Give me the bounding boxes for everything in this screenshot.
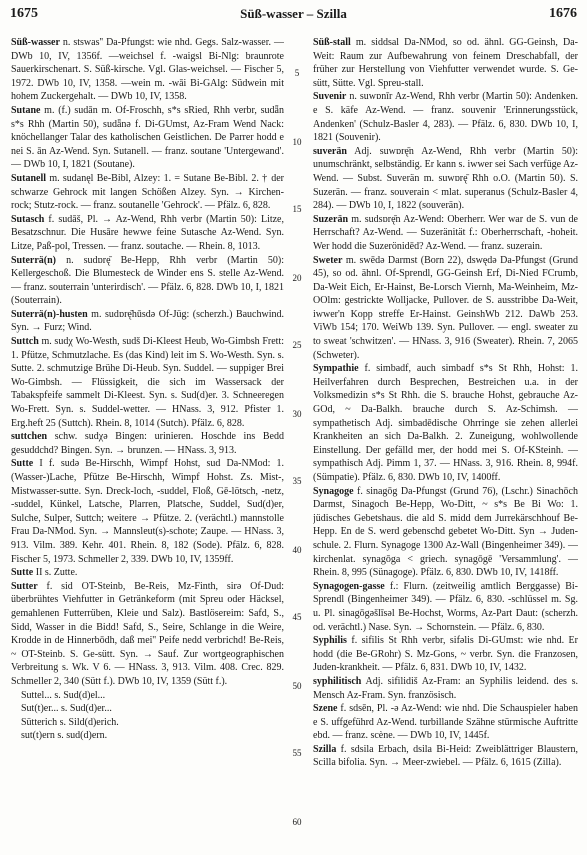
dictionary-entry	[313, 213, 578, 254]
headword: Süß-stall	[313, 37, 351, 48]
entry-text: f. sudāš, Pl. → Az-Wend, Rhh verbr (Martin 50): Litze, Besatzschnur. Die Husāre hewwe feine Sutasche Az-Wend. Syn. Litze, Paß-pol, Tressen. — franz. soutache. — Rhein. 8, 1013.	[11, 213, 284, 252]
headword: Sutte	[11, 458, 34, 470]
headword: Sutte	[11, 567, 34, 579]
line-number: 40	[292, 545, 302, 555]
entry-text: schw. sudχə Bingen: urinieren. Hoschde ins Bedd gesuddchd? Bingen. Syn. → brunzen. — HNass. 3, 913.	[11, 431, 284, 456]
entry-text: I f. sudə Be-Hirschh, Wimpf Hohst, sud Da-NMod: 1. (Wasser-)Lache, Pfütze Be-Hirschh, Wimpf Hohst. Zs. Mist-, Mistwasser-sutte. Syn. Dreck-loch, -suddel, Floß, Gē-lötsch, -netz, -suddel, Künkel, Latsche, Plarren, Platsche, Suddel, Sud(d)er, Sulche, Sulper, Suttch; weitere → Pfütze. 2. (verächtl.) mannstolle Frau Da-NMod. Syn. → Mannsleut(s)-schote; Zaupe. — HNass. 3, 913. Vilm. 389. Kehr. 401. Rhein. 8, 182 (Sode). Pfälz. 6, 828. Fischer 5, 1973. Schmeller 2, 339. DWb 10, IV, 1359ff.	[11, 458, 284, 565]
headword: Sympathie	[313, 363, 359, 375]
line-number: 35	[292, 476, 302, 486]
page-header	[10, 6, 577, 26]
headword: Suzerän	[313, 213, 348, 225]
dictionary-entry	[313, 743, 578, 770]
dictionary-entry	[313, 580, 578, 634]
line-number: 10	[292, 137, 302, 147]
line-number: 50	[292, 681, 302, 691]
entry-text: m. siddsal Da-NMod, so od. ähnl. GG-Geinsh, Da-Weit: Raum zur Aufbewahrung von feinem Dreschabfall, der früher zur Herstellung von Viehfutter verwendet wurde. S. Ge-sütt, Sütte. Vgl. Spreu-stall.	[313, 37, 578, 89]
dictionary-entry	[11, 702, 284, 716]
entry-text: Adj. sifilidiš Az-Fram: an Syphilis leidend. des s. Mensch Az-Fram. Syn. französisch.	[313, 675, 578, 701]
page-number-left: 1675	[10, 6, 38, 21]
dictionary-entry	[11, 254, 284, 308]
entry-text: n. suwɒnīr Az-Wend, Rhh verbr (Martin 50): Andenken. e S. käfe Az-Wend. — franz. souvenir 'Erinnerungsstück, Andenken' (Schulz-Basler 4, 283). — Pfälz. 6, 830. DWb 10, I, 1821 (Souvenir).	[313, 91, 578, 144]
running-head: Süß-wasser – Szilla	[240, 6, 347, 21]
dictionary-entry	[11, 430, 284, 457]
dictionary-entry	[313, 485, 578, 580]
entry-text: f. simbadf, auch simbadf s*s St Rhh, Hohst: 1. Heilverfahren durch Besprechen, Bestreichen u.a. in der Volksmedizin s*s St Rhh. die S. brauche Hohst, gebrauche Az-GOd, ~ Da-Balkh. brauche durch S. Az-Schimsh. — sympathetisch Adj. simbadēdische Ohrringe sie zehen allerlei Krankheiten an sich Da-Balkh. 2. Zuneigung, wohlwollende Einstellung. Der gefälld mer, der hodd mei S. Of-KSteinh. — sympathisch Adj. Pimm 1, 37. — HNass. 3, 916. Rhein. 8, 994f. (Sümpatie). Pfälz. 6, 830. DWb 10, IV, 1400ff.	[313, 363, 578, 483]
headword: Sutter	[11, 580, 38, 592]
headword: Süß-wasser	[11, 37, 60, 48]
dictionary-entry	[313, 145, 578, 213]
entry-text: Adj. suwɒrę̄n Az-Wend, Rhh verbr (Martin 50): unumschränkt, selbständig. Er kann s. iwwer sei Sach verfüge Az-Wend. — Subst. Suverän m. suwɒrę̄ Rhh o.O. (Martin 50). S. Suzerän. — franz. souverain < mlat. superanus (Schulz-Basler 4, 284). — DWb 10, I, 1822 (souverän).	[313, 145, 578, 212]
dictionary-entry	[11, 335, 284, 430]
page-number-right: 1676	[549, 6, 577, 21]
dictionary-entry	[11, 104, 284, 172]
entry-text: m. sudsɒrę̄n Az-Wend: Oberherr. Wer war de S. vun de Herrschaft? Az-Wend. — Suzeränität f.: Oberherrschaft, -hoheit. Wer hodd die Suzerönidēd? Az-Wend. — franz. suzerain.	[313, 213, 578, 252]
dictionary-entry	[313, 254, 578, 363]
entry-text: sut(t)ern s. sud(d)ern.	[21, 730, 108, 742]
right-column	[313, 36, 578, 848]
entry-text: f. sdsēn, Pl. -ə Az-Wend: wie nhd. Die Schauspieler haben e S. uffgeführd Az-Wend. turbillande Szähne stürmische Auftritte ebd. — franz. scène. — DWb 10, IV, 1445f.	[313, 703, 578, 742]
left-column	[11, 36, 284, 848]
entry-text: n. stswas'' Da-Pfungst: wie nhd. Gegs. Salz-wasser. — DWb 10, IV, 1356f. —weichsel f. -waigsl Bi-Nlg: braunrote Sauerkirschenart. S. Süß-kirsche. Vgl. Glas-weichsel. — Fischer 5, 1972. DWb 10, IV, 1358. —wein m. -wāi Bi-GAlg: Südwein mit hohem Zuckergehalt. — DWb 10, IV, 1358.	[11, 37, 284, 103]
entry-text: Suttel... s. Sud(d)el...	[21, 689, 106, 701]
entry-text: f. sid OT-Steinb, Be-Reis, Mz-Finth, sirə Of-Dud: überbrühtes Viehfutter in Getränkeform (mit Spreu oder Häcksel, gemahlenen Futterrüben, Kleie und Salz). Bastlösereim: Safd, S., Sidd, Wasser in die Bidd! Safd, S., Seire, Schlange in die Weire, Krodde in de Hinnerbōdh, daß mei'' Peife nedd verbrichd! Be-Reis, ~ OT-Steinb. S. Ge-sütt. Syn. → Sauf. Zur wortgeographischen Verbreitung s. Wk. V 6. — HNass. 3, 913. Vilm. 408. Crec. 829. Schmeller 2, 340 (Sütt f.). DWb 10, IV, 1359 (Sütt f.).	[11, 580, 284, 687]
line-number: 25	[292, 340, 302, 350]
line-numbers	[286, 36, 308, 848]
headword: Sweter	[313, 254, 343, 266]
line-number: 15	[292, 204, 302, 214]
headword: Suterrä(n)-husten	[11, 308, 88, 320]
dictionary-entry	[11, 729, 284, 743]
dictionary-entry	[313, 36, 578, 90]
entry-text: m. swēdə Darmst (Born 22), dswędə Da-Pfungst (Grund 45), so od. ähnl. Of-Sprendl, GG-Geinsh Erf, Di-Nied FCrumb, Da-Weit Eich, Er-Hainst, Be-Lorsch Viernh, Ma-Weinheim, Mz-OOlm: gestrickte Wolljacke, Pullover. de S. ausstribbe Da-Weit, iwwer'n Kopp streffe Er-Hainst. GeinshWb 212. DaWb 253. ViWb 154; 170. WeiWb 139. Syn. Pullover. — engl. sweater zu to sweat 'schwitzen'. — HNass. 3, 916 (Sweater). Rhein. 7, 2065 (Schweter).	[313, 254, 578, 361]
entry-text: f. sifilis St Rhh verbr, sifəlis Di-GUmst: wie nhd. Er hodd (die Be-GRohr) S. Mz-Gons, ~ verbr. Syn. die Franzosen, Juden-krankheit. — Pfälz. 6, 831. DWb 10, IV, 1432.	[313, 635, 578, 674]
headword: Sutasch	[11, 213, 45, 225]
entry-text: f.: Flurn. (zeitweilig amtlich Berggasse) Bi-Sprendl (Bingenheimer 349). — Pfälz. 6, 830. -schlüssel m. Sg. u. Pl. sinagōgəšlīsəl Be-Hochst, Worms, Az-Part Daut: (scherzh. od. verächtl.) Nase. Syn. → Schornstein. — Pfälz. 6, 830.	[313, 580, 578, 633]
headword: Suttch	[11, 336, 39, 348]
dictionary-entry	[11, 689, 284, 703]
headword: Sutane	[11, 104, 41, 116]
dictionary-entry	[11, 457, 284, 566]
entry-text: m. sudɒrę̄hūsdə Of-Jüg: (scherzh.) Bauchwind. Syn. → Furz; Wind.	[11, 308, 284, 334]
line-number: 30	[292, 409, 302, 419]
dictionary-entry	[11, 213, 284, 254]
entry-text: m. sudχ Wo-Westh, sudš Di-Kleest Heub, Wo-Gimbsh Frett: 1. Pfütze, Schmutzlache. Es (das Kind) leit im S. Wo-Westh. Syn. s. Sutte. 2. schmutzige Brühe Di-Heub. Syn. Suddel. — suppiger Brei Wo-Gimbsh. — Flüssigkeit, die sich im Wassersack der Tabakspfeife sammelt Di-Kleest. Syn. s. Sud(d)er. 3. Schneeregen Wo-Frett. Syn. s. Suddel-wetter. — HNass. 3, 912. Pfister 1. Erg.heft 25 (Suttch). Rhein. 8, 1014 (Sutch). Pfälz. 6, 828.	[11, 336, 284, 429]
dictionary-entry	[11, 716, 284, 730]
entry-text: f. sinagōg Da-Pfungst (Grund 76), (Lschr.) Sinachōch Darmst, Sinagoch Be-Hepp, Wo-Ditt, ~ s*s Be Bi Wo: 1. jüdisches Gebetshaus. die ald S. midd dem Jurrekärschhouf Be-Hepp. En de S. werd gebenschd gebetet Wo-Ditt. Syn → Juden-schule. 2. Flurn. Synagoge 1300 Az-Wall (Bingenheimer 349). — kirchenlat. synagōga < griech. synagōgē 'Versammlung'. — Rhein. 8, 995 (Sünagoge). Pfälz. 6, 830. DWb 10, IV, 1418ff.	[313, 485, 578, 579]
headword: Synagogen-gasse	[313, 580, 385, 592]
headword: Synagoge	[313, 485, 354, 497]
dictionary-entry	[11, 172, 284, 213]
entry-text: m. sudanęl Be-Bibl, Alzey: 1. = Sutane Be-Bibl. 2. † der schwarze Gehrock mit langen Schößen Alzey. Syn. → Kirchen-rock; Stutz-rock. — franz. soutanelle 'Gehrock'. — Pfälz. 6, 828.	[11, 172, 284, 212]
entry-text: f. sdsila Erbach, dsila Bi-Heid: Zweiblättriger Blaustern, Scilla bifolia. Syn. → Meer-zwiebel. — Pfälz. 6, 1615 (Zilla).	[313, 743, 578, 769]
entry-text: Sütterich s. Sild(d)erich.	[21, 716, 119, 728]
headword: Suterrä(n)	[11, 254, 56, 266]
dictionary-entry	[313, 362, 578, 484]
dictionary-entry	[11, 580, 284, 689]
dictionary-entry	[11, 308, 284, 335]
headword: Szene	[313, 703, 338, 715]
entry-text: II s. Zutte.	[33, 567, 78, 579]
dictionary-entry	[313, 702, 578, 743]
headword: suttchen	[11, 431, 48, 443]
line-number: 20	[292, 273, 302, 283]
entry-text: Sut(t)er... s. Sud(d)er...	[21, 703, 112, 715]
line-number: 55	[292, 748, 302, 758]
dictionary-entry	[313, 675, 578, 702]
entry-text: m. (f.) sudān m. Of-Froschh, s*s sRied, Rhh verbr, sudǟn s*s Rhh (Martin 50), sudǟnə f. Di-GUmst, Az-Fram Wend Nack: knöchellanger Talar des katholischen Geistlichen. De Parrer hodd e nei S. ān Az-Wend. Syn. Sutanell. — franz. soutane 'Untergewand'. — DWb 10, I, 1821 (Soutane).	[11, 104, 284, 171]
dictionary-entry	[11, 566, 284, 580]
headword: Sutanell	[11, 172, 47, 184]
entry-text: n. sudɒrę̄ Be-Hepp, Rhh verbr (Martin 50): Kellergeschoß. Die Blumesteck de Winder ens S. stelle Az-Wend. — franz. souterrain 'unterirdisch'. — Pfälz. 6, 828. DWb 10, I, 1821 (Souterrain).	[11, 254, 284, 307]
headword: suverän	[313, 145, 347, 157]
headword: syphilitisch	[313, 675, 362, 687]
line-number: 5	[294, 68, 300, 78]
headword: Suvenir	[313, 91, 347, 103]
dictionary-entry	[313, 90, 578, 144]
headword: Szilla	[313, 743, 337, 755]
dictionary-entry	[11, 36, 284, 104]
headword: Syphilis	[313, 635, 347, 647]
dictionary-entry	[313, 634, 578, 675]
line-number: 60	[292, 817, 302, 827]
line-number: 45	[292, 612, 302, 622]
